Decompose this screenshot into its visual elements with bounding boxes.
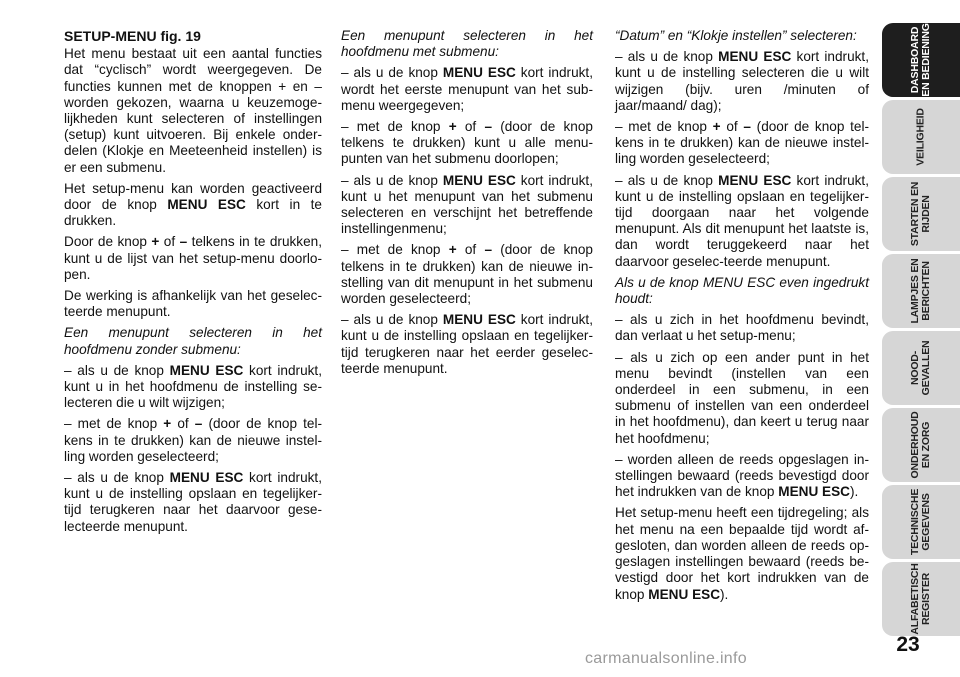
tab-noodgevallen[interactable] bbox=[882, 331, 960, 405]
paragraph: Het setup-menu kan worden geactiveerd door de knop MENU ESC kort in te drukken. bbox=[64, 180, 322, 229]
tab-veiligheid[interactable] bbox=[882, 100, 960, 174]
paragraph: – met de knop + of – (door de knop tel-kens in te drukken) kan de nieuwe instel-ling worden geselecteerd; bbox=[615, 119, 870, 167]
paragraph: – worden alleen de reeds opgeslagen in-stellingen bewaard (reeds bevestigd door het indrukken van de knop MENU ESC). bbox=[615, 451, 869, 500]
tab-alfabetisch-register[interactable] bbox=[882, 562, 960, 636]
paragraph: – met de knop + of – (door de knop telkens te drukken) kunt u alle menu-punten van het submenu doorlopen; bbox=[341, 119, 593, 167]
tab-label: ALFABETISCH REGISTER bbox=[909, 563, 932, 635]
tab-label: STARTEN EN RIJDEN bbox=[909, 181, 932, 247]
section-heading: SETUP-MENU fig. 19 bbox=[64, 28, 201, 44]
paragraph: – als u de knop MENU ESC kort indrukt, kunt u het menupunt van het submenu selecteren en verschijnt het betreffende instellingenmenu; bbox=[341, 172, 593, 237]
tab-label: LAMPJES EN BERICHTEN bbox=[909, 258, 932, 324]
tab-label: DASHBOARD EN BEDIENING bbox=[909, 23, 932, 97]
paragraph: – als u zich op een ander punt in het menu bevindt (instellen van een onderdeel in een submenu, in een submenu of instellen van een onderdeel in het hoofdmenu), dan keert u terug naar het hoofdmenu; bbox=[615, 349, 869, 446]
subheading: “Datum” en “Klokje instellen” selecteren: bbox=[615, 28, 857, 43]
tab-technische-gegevens[interactable] bbox=[882, 485, 960, 559]
paragraph: Het menu bestaat uit een aantal functies dat “cyclisch” wordt weergegeven. De functies kunnen met de knoppen + en – worden gekozen, waarna u keuzemoge-lijkheden kunt selecteren of instellingen (setup) kunt uitvoeren. Bij enkele onder-delen (Klokje en Meeteenheid instellen) is er een submenu. bbox=[64, 46, 322, 175]
subheading: Een menupunt selecteren in het hoofdmenu zonder submenu: bbox=[64, 325, 322, 357]
column-3 bbox=[615, 28, 869, 608]
watermark: carmanualsonline.info bbox=[585, 650, 747, 667]
paragraph: – als u zich in het hoofdmenu bevindt, dan verlaat u het setup-menu; bbox=[615, 312, 869, 344]
tab-starten-en-rijden[interactable] bbox=[882, 177, 960, 251]
paragraph: – als u de knop MENU ESC kort indrukt, kunt u de instelling opslaan en tegelijker-tijd terugkeren naar het eerder geselec-teerde menupunt. bbox=[341, 312, 593, 376]
paragraph: – als u de knop MENU ESC kort indrukt, kunt u in het hoofdmenu de instelling se-lecteren die u wilt wijzigen; bbox=[64, 362, 322, 411]
tab-lampjes-en-berichten[interactable] bbox=[882, 254, 960, 328]
paragraph: – als u de knop MENU ESC kort indrukt, kunt u de instelling selecteren die u wilt wijzigen (bijv. uren /minuten of jaar/maand/ dag); bbox=[615, 49, 869, 113]
tab-label: NOOD- GEVALLEN bbox=[909, 340, 932, 396]
page-number: 23 bbox=[896, 633, 920, 656]
paragraph: – als u de knop MENU ESC kort indrukt, wordt het eerste menupunt van het sub-menu weergegeven; bbox=[341, 65, 593, 113]
paragraph: – met de knop + of – (door de knop tel-kens in te drukken) kan de nieuwe instel-ling worden geselecteerd; bbox=[64, 416, 322, 464]
tab-label: VEILIGHEID bbox=[914, 108, 927, 166]
tab-dashboard-en-bediening[interactable] bbox=[882, 23, 960, 97]
tab-onderhoud-en-zorg[interactable] bbox=[882, 408, 960, 482]
tab-label: ONDERHOUD EN ZORG bbox=[909, 411, 932, 479]
tab-label: TECHNISCHE GEGEVENS bbox=[909, 488, 932, 556]
paragraph: – als u de knop MENU ESC kort indrukt, kunt u de instelling opslaan en tegelijker-tijd terugkeren naar het daarvoor gese-lecteerde menupunt. bbox=[64, 470, 322, 534]
paragraph: Door de knop + of – telkens in te drukken, kunt u de lijst van het setup-menu doorlo-pen. bbox=[64, 234, 323, 282]
subheading: Als u de knop MENU ESC even ingedrukt houdt: bbox=[615, 274, 869, 307]
column-2 bbox=[341, 28, 593, 382]
paragraph: De werking is afhankelijk van het geselec-teerde menupunt. bbox=[64, 288, 322, 320]
paragraph: Het setup-menu heeft een tijdregeling; als het menu na een bepaalde tijd wordt af-gesloten, dan worden alleen de reeds op-geslagen instellingen bewaard (reeds be-vestigd door het kort indrukken van de knop MENU ESC). bbox=[615, 505, 869, 602]
paragraph: – met de knop + of – (door de knop telkens in te drukken) kan de nieuwe in-stelling van dit menupunt in het submenu worden geselecteerd; bbox=[341, 242, 593, 307]
subheading: Een menupunt selecteren in het hoofdmenu met submenu: bbox=[341, 28, 593, 60]
paragraph: – als u de knop MENU ESC kort indrukt, kunt u de instelling opslaan en tegelijker-tijd doorgaan naar het volgende menupunt. Als dit menupunt het laatste is, dan wordt teruggekeerd naar het daarvoor geselec-teerde menupunt. bbox=[615, 172, 869, 269]
column-1 bbox=[64, 28, 322, 540]
chapter-tabs bbox=[882, 23, 960, 639]
